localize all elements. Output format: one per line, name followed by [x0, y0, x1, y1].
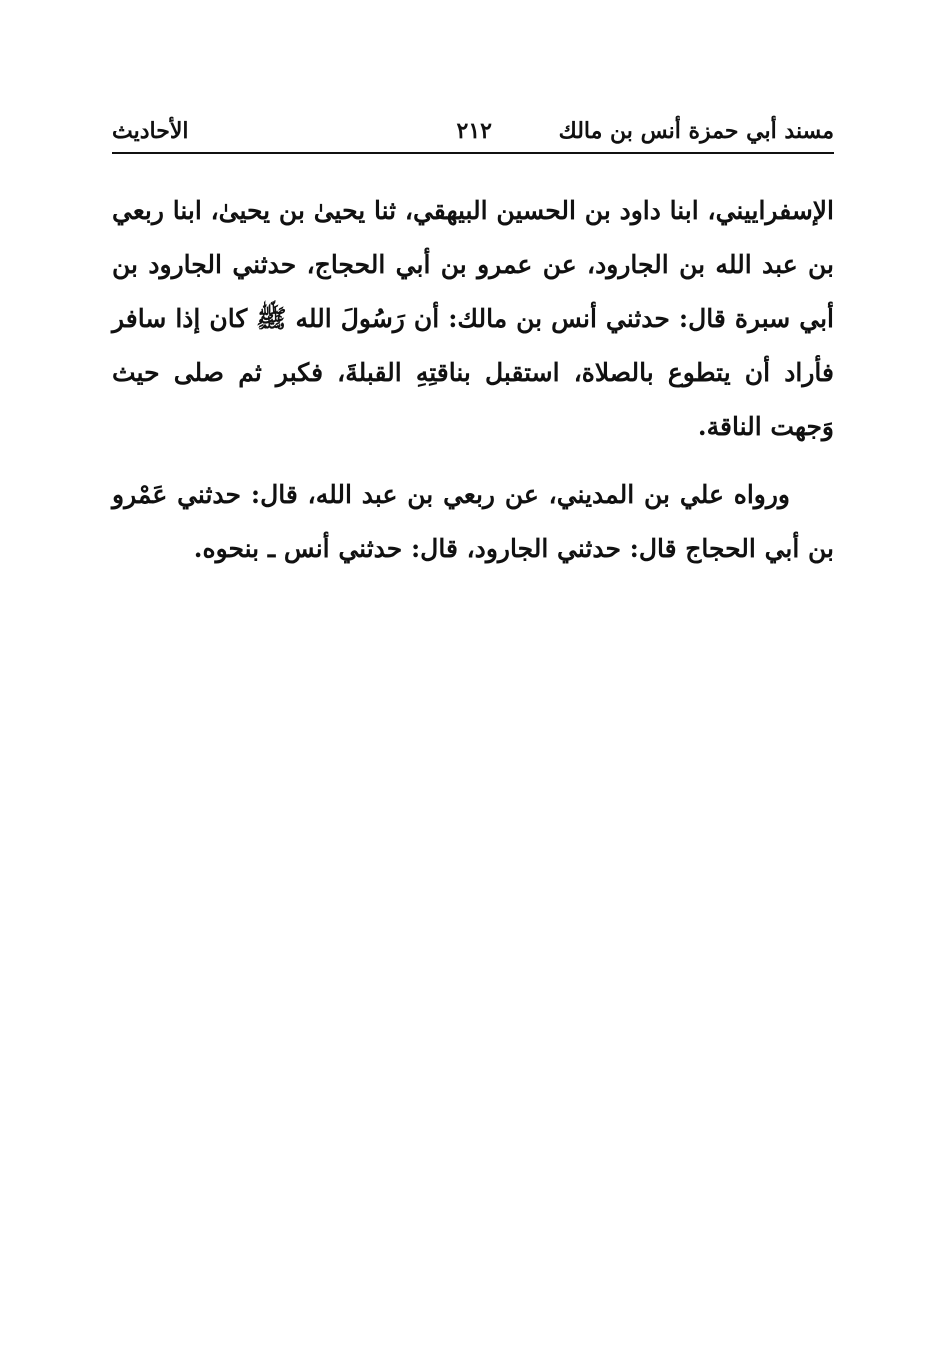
paragraph-hadith: الإسفراييني، ابنا داود بن الحسين البيهقي، ثنا يحيىٰ بن يحيىٰ، ابنا ربعي بن عبد الله بن الجارود، عن عمرو بن أبي الحجاج، حدثني الجارود بن أبي سبرة قال: حدثني أنس بن مالك: أن رَسُولَ الله ﷺ كان إذا سافر فأراد أن يتطوع بالصلاة، استقبل بناقتِهِ القبلةَ، فكبر ثم صلى حيث وَجهت الناقة. — [112, 196, 834, 441]
running-head — [112, 112, 834, 152]
header-rule — [112, 152, 834, 154]
paragraph-narration: ورواه علي بن المديني، عن ربعي بن عبد الله، قال: حدثني عَمْرو بن أبي الحجاج قال: حدثني الجارود، قال: حدثني أنس ـ بنحوه. — [112, 480, 834, 563]
section-title: الأحاديث — [112, 118, 189, 144]
book-title: مسند أبي حمزة أنس بن مالك — [558, 118, 834, 144]
page-number: ٢١٢ — [456, 118, 492, 144]
main-text — [112, 184, 834, 576]
